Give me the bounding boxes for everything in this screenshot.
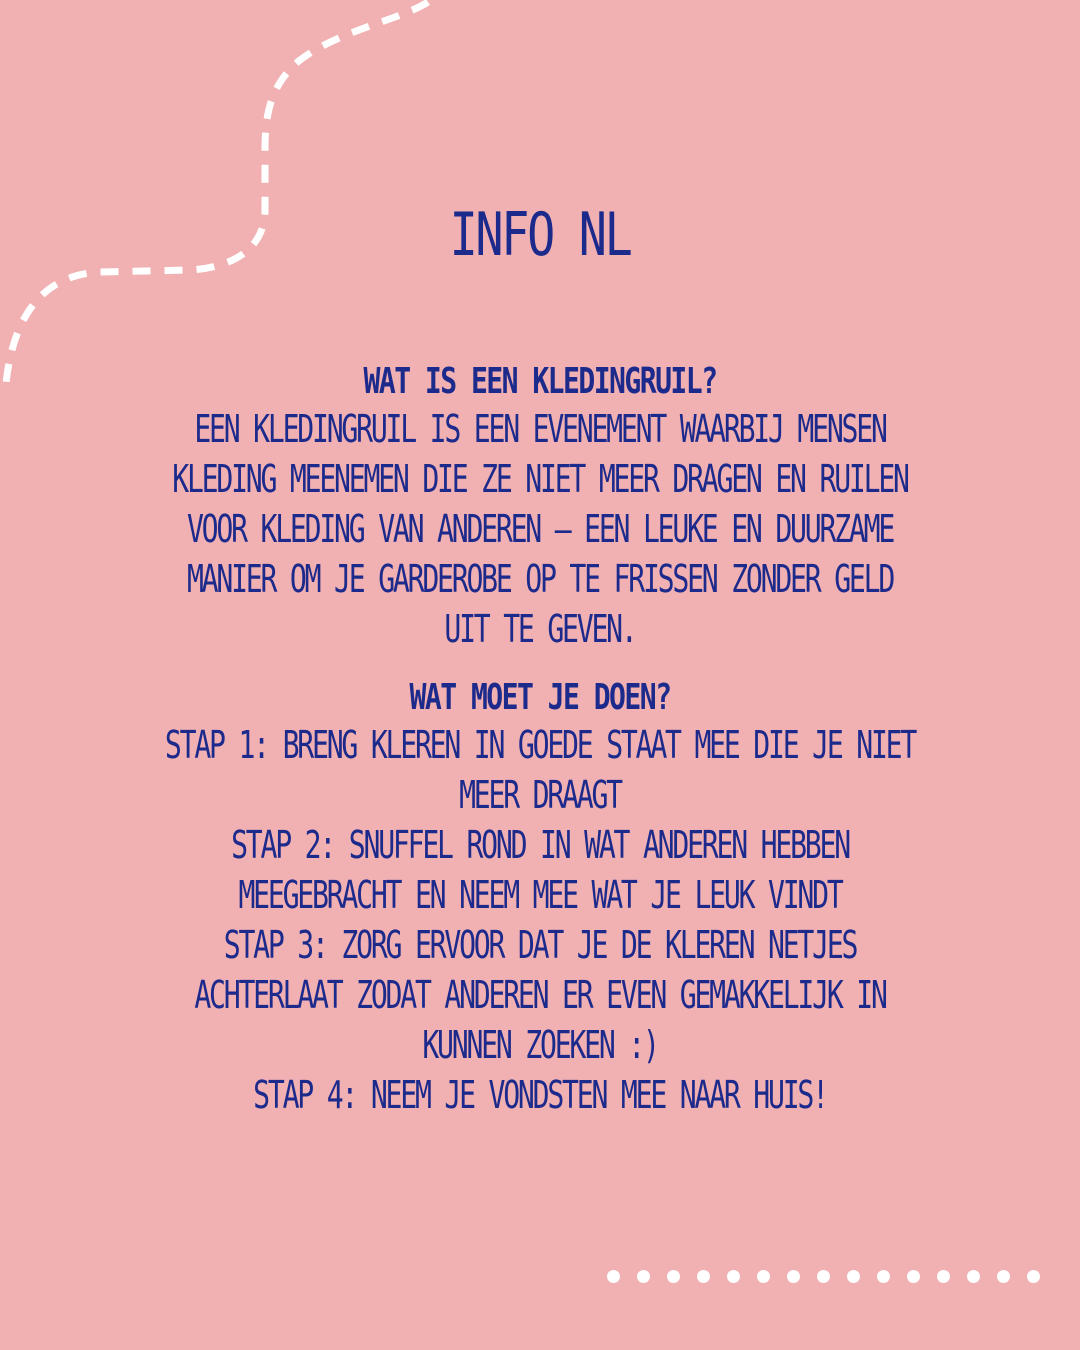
body-line: ACHTERLAAT ZODAT ANDEREN ER EVEN GEMAKKELIJK IN (194, 973, 886, 1017)
body-line: STAP 2: SNUFFEL ROND IN WAT ANDEREN HEBBEN (231, 823, 849, 867)
dot-decoration (967, 1270, 980, 1283)
dot-decoration (1027, 1270, 1040, 1283)
section-what-to-do (0, 676, 1080, 1120)
section-what-is (0, 360, 1080, 654)
dot-decoration (727, 1270, 740, 1283)
body-line: STAP 1: BRENG KLEREN IN GOEDE STAAT MEE DIE JE NIET (164, 723, 916, 767)
dot-decoration (907, 1270, 920, 1283)
dot-decoration (817, 1270, 830, 1283)
dot-decoration (757, 1270, 770, 1283)
section-body (59, 720, 1021, 1120)
section-body (59, 404, 1021, 654)
body-line: STAP 3: ZORG ERVOOR DAT JE DE KLEREN NETJES (223, 923, 857, 967)
body-line: MEEGEBRACHT EN NEEM MEE WAT JE LEUK VINDT (238, 873, 842, 917)
dotted-line-decoration (607, 1270, 1040, 1283)
dot-decoration (697, 1270, 710, 1283)
dot-decoration (937, 1270, 950, 1283)
page-title: INFO NL (449, 200, 631, 270)
section-heading: WAT MOET JE DOEN? (409, 677, 671, 718)
dot-decoration (607, 1270, 620, 1283)
dot-decoration (787, 1270, 800, 1283)
body-line: MANIER OM JE GARDEROBE OP TE FRISSEN ZONDER GELD (186, 557, 894, 601)
dot-decoration (997, 1270, 1010, 1283)
body-line: VOOR KLEDING VAN ANDEREN – EEN LEUKE EN DUURZAME (186, 507, 894, 551)
dot-decoration (637, 1270, 650, 1283)
body-line: KLEDING MEENEMEN DIE ZE NIET MEER DRAGEN EN RUILEN (172, 457, 908, 501)
dot-decoration (667, 1270, 680, 1283)
section-heading: WAT IS EEN KLEDINGRUIL? (363, 361, 717, 402)
dot-decoration (877, 1270, 890, 1283)
body-line: KUNNEN ZOEKEN :) (422, 1023, 658, 1067)
body-line: EEN KLEDINGRUIL IS EEN EVENEMENT WAARBIJ MENSEN (194, 407, 886, 451)
body-line: STAP 4: NEEM JE VONDSTEN MEE NAAR HUIS! (253, 1073, 827, 1117)
dot-decoration (847, 1270, 860, 1283)
body-line: UIT TE GEVEN. (444, 607, 636, 651)
body-line: MEER DRAAGT (459, 773, 621, 817)
